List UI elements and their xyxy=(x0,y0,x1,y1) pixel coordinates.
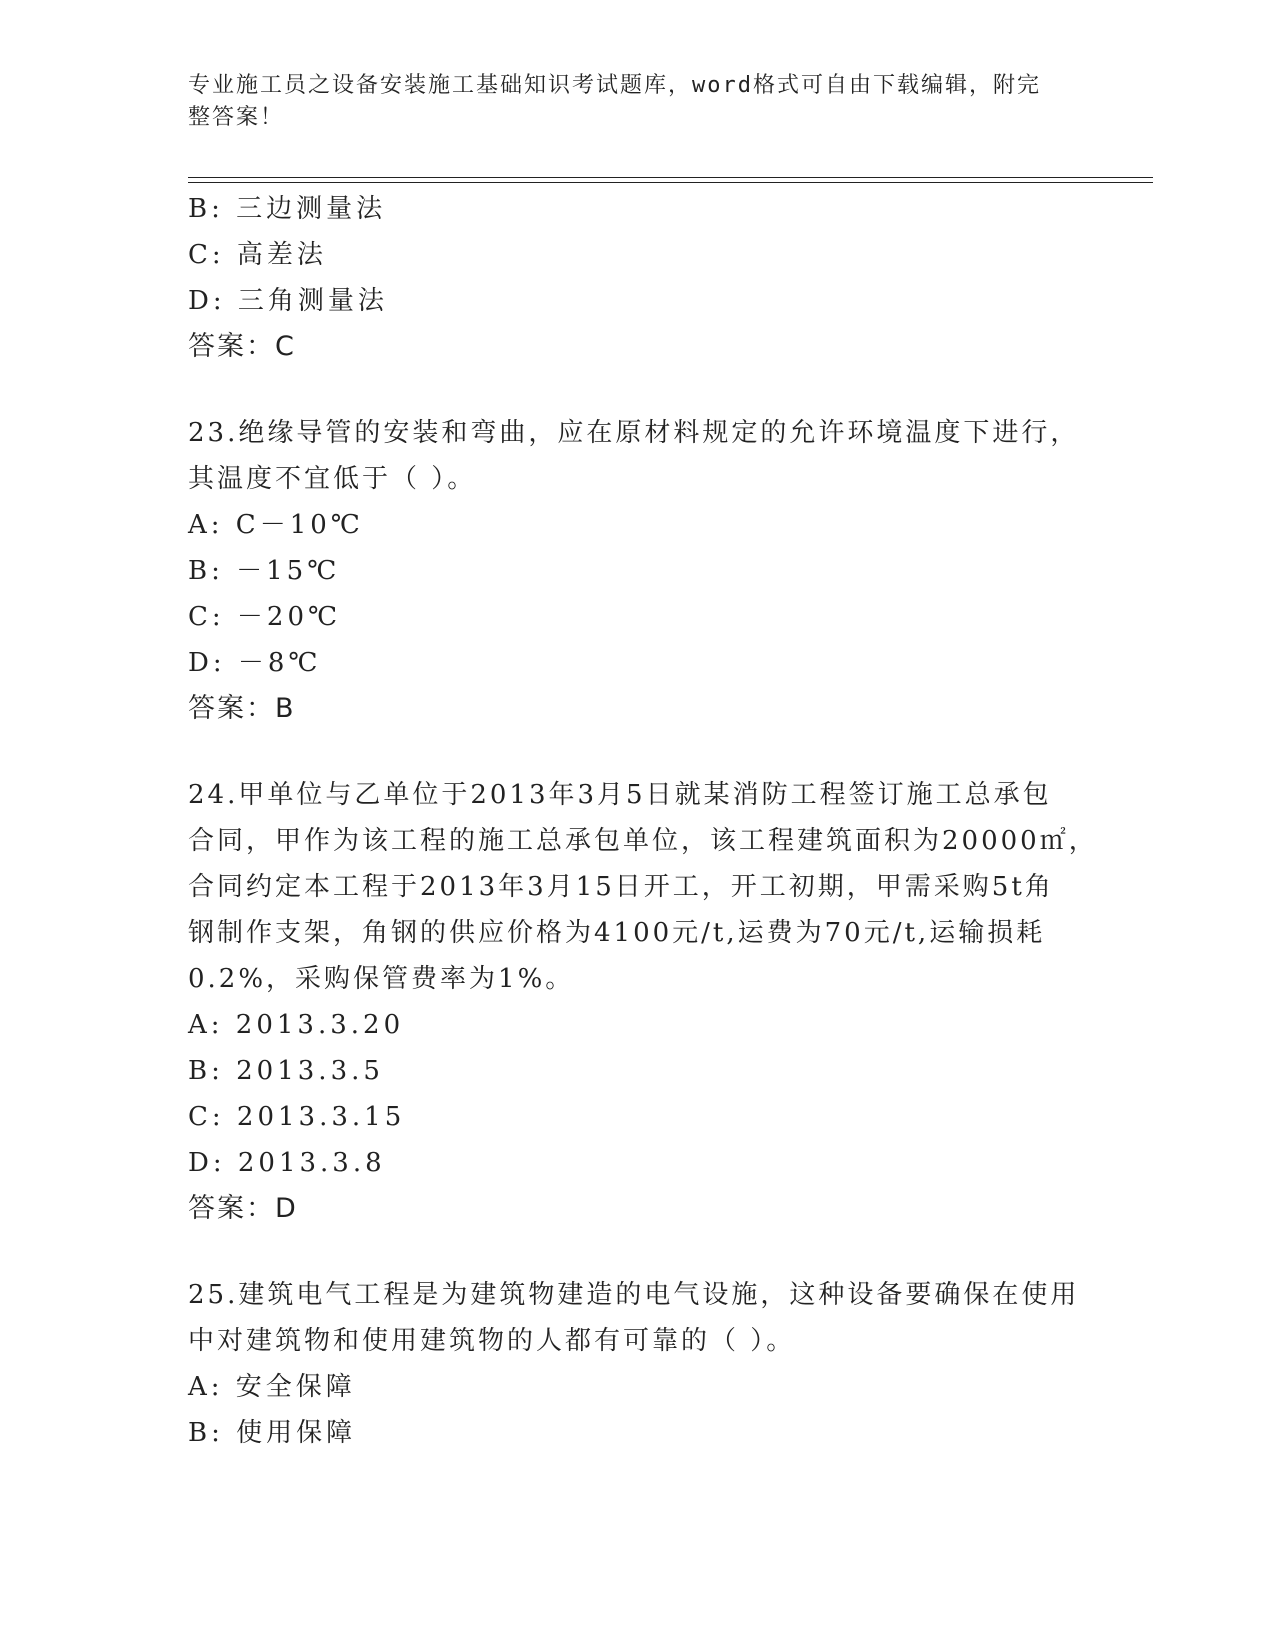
question-block-25 xyxy=(188,1272,1088,1456)
option-a: A: 2013.3.20 xyxy=(188,1010,405,1040)
option-d: D: 三角测量法 xyxy=(188,286,388,316)
question-line: 合同，甲作为该工程的施工总承包单位，该工程建筑面积为20000㎡， xyxy=(188,826,1098,856)
header-line-2: 整答案！ xyxy=(188,105,285,130)
header-line-1: 专业施工员之设备安装施工基础知识考试题库，word格式可自由下载编辑，附完 xyxy=(188,73,1041,98)
header-rule-top xyxy=(188,177,1153,178)
option-b: B: －15℃ xyxy=(188,556,341,586)
option-c: C: 2013.3.15 xyxy=(188,1102,406,1132)
question-text xyxy=(188,1272,1088,1364)
question-block-22 xyxy=(188,186,1088,370)
option-b: B: 使用保障 xyxy=(188,1418,357,1448)
question-line: 合同约定本工程于2013年3月15日开工，开工初期，甲需采购5t角 xyxy=(188,872,1054,902)
answer-label: 答案：B xyxy=(188,693,296,724)
option-d: D: 2013.3.8 xyxy=(188,1148,386,1178)
question-text xyxy=(188,772,1098,1002)
option-c: C: －20℃ xyxy=(188,602,342,632)
question-block-23 xyxy=(188,410,1088,732)
question-line: 23.绝缘导管的安装和弯曲，应在原材料规定的允许环境温度下进行， xyxy=(188,418,1080,448)
question-text xyxy=(188,410,1088,502)
header-rule-bottom xyxy=(188,182,1153,183)
answer-label: 答案：C xyxy=(188,331,296,362)
option-a: A: C－10℃ xyxy=(188,510,364,540)
question-line: 其温度不宜低于（ ）。 xyxy=(188,464,477,494)
document-body xyxy=(188,186,1098,1456)
option-a: A: 安全保障 xyxy=(188,1372,356,1402)
answer-label: 答案：D xyxy=(188,1193,298,1224)
option-d: D: －8℃ xyxy=(188,648,322,678)
option-b: B: 2013.3.5 xyxy=(188,1056,384,1086)
question-block-24 xyxy=(188,772,1098,1232)
option-b: B: 三边测量法 xyxy=(188,194,387,224)
option-c: C: 高差法 xyxy=(188,240,327,270)
question-line: 中对建筑物和使用建筑物的人都有可靠的（ ）。 xyxy=(188,1326,796,1356)
question-line: 25.建筑电气工程是为建筑物建造的电气设施，这种设备要确保在使用 xyxy=(188,1280,1080,1310)
question-line: 24.甲单位与乙单位于2013年3月5日就某消防工程签订施工总承包 xyxy=(188,780,1052,810)
document-header xyxy=(188,70,1078,134)
question-line: 0.2%，采购保管费率为1%。 xyxy=(188,964,575,994)
question-line: 钢制作支架，角钢的供应价格为4100元/t,运费为70元/t,运输损耗 xyxy=(188,918,1046,948)
